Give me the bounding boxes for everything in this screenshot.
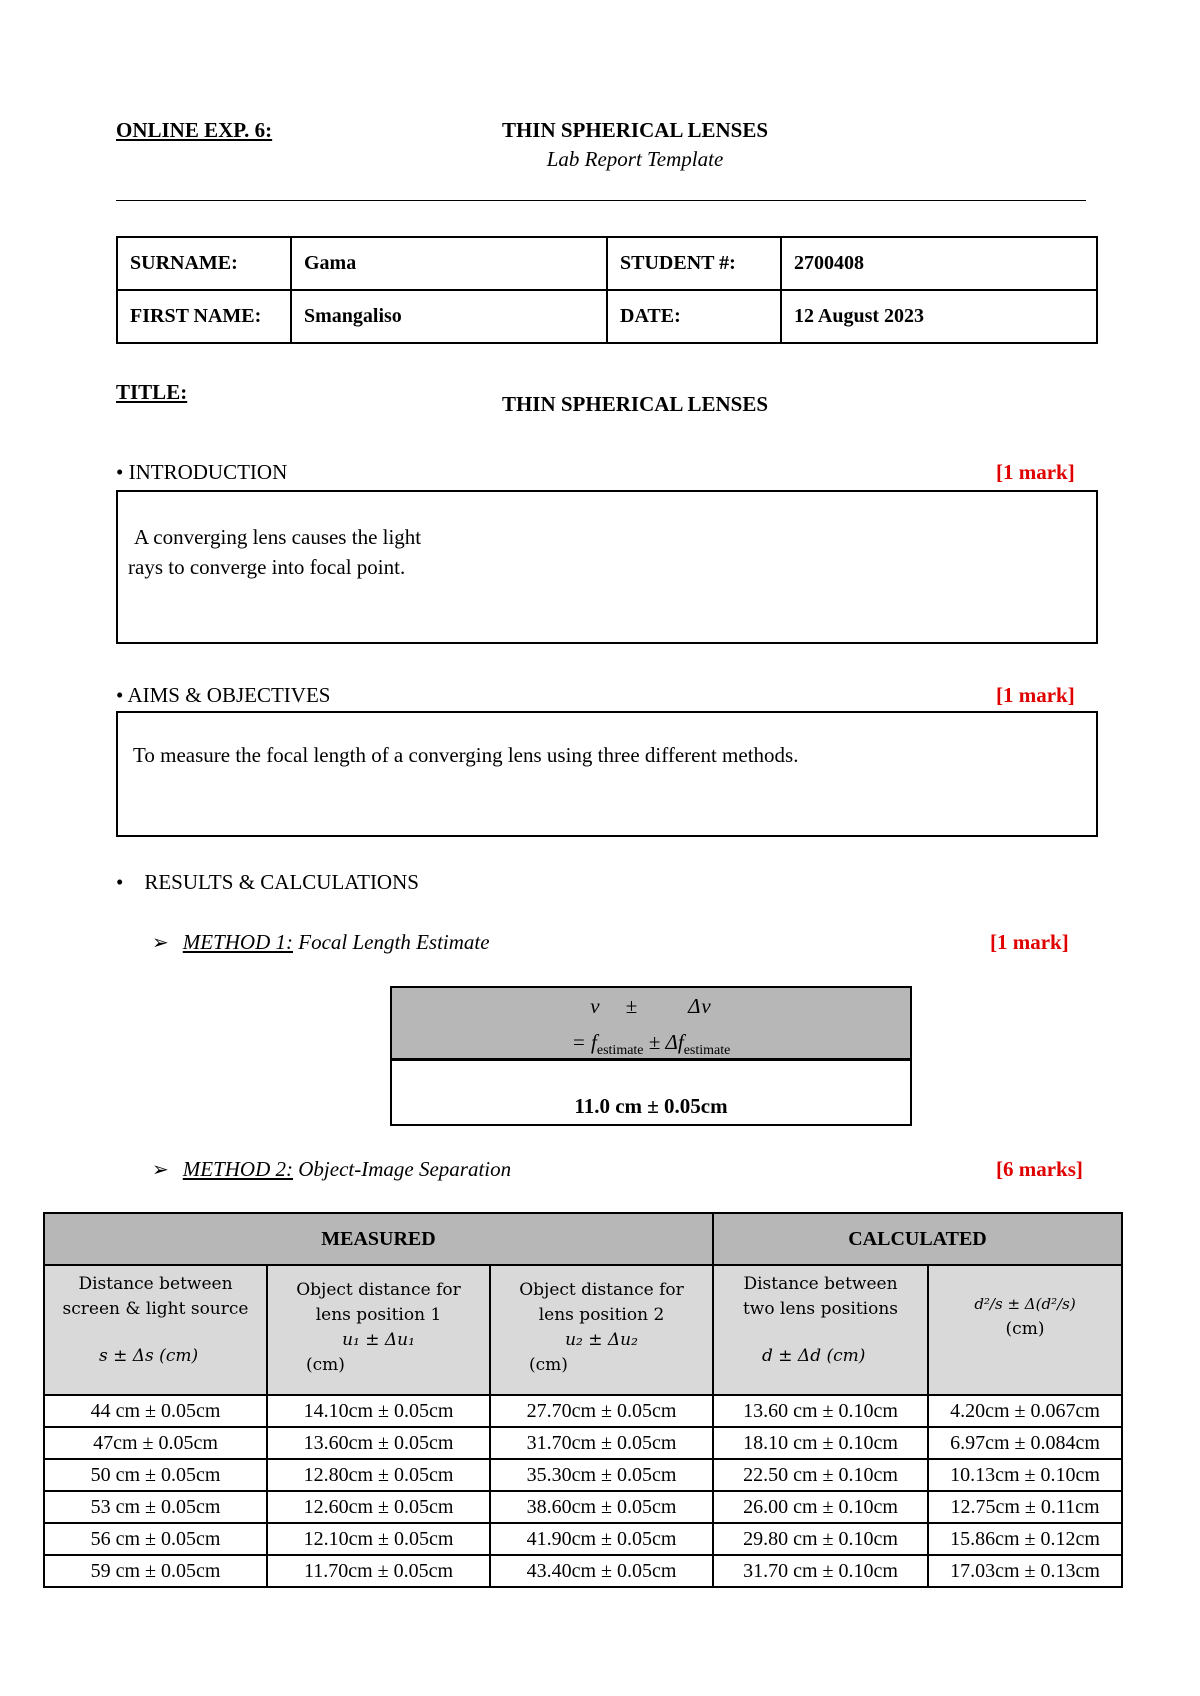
method2-mark: [6 marks] bbox=[996, 1157, 1083, 1181]
calculated-group-header: CALCULATED bbox=[713, 1213, 1122, 1265]
col-header-line: Distance between bbox=[743, 1274, 898, 1294]
student-number-value: 2700408 bbox=[781, 237, 1097, 290]
table-cell: 4.20cm ± 0.067cm bbox=[928, 1395, 1122, 1427]
surname-label: SURNAME: bbox=[117, 237, 291, 290]
table-cell: 59 cm ± 0.05cm bbox=[44, 1555, 267, 1587]
first-name-value: Smangaliso bbox=[291, 290, 607, 343]
student-number-label: STUDENT #: bbox=[607, 237, 781, 290]
table-cell: 10.13cm ± 0.10cm bbox=[928, 1459, 1122, 1491]
table-row bbox=[44, 1491, 1122, 1523]
table-cell: 22.50 cm ± 0.10cm bbox=[713, 1459, 928, 1491]
method1-formula-line-2 bbox=[392, 1030, 910, 1059]
col-header-line: screen & light source bbox=[62, 1299, 249, 1319]
results-heading: • RESULTS & CALCULATIONS bbox=[116, 870, 419, 894]
col-header-symbol: u₁ ± Δu₁ bbox=[342, 1330, 415, 1350]
method1-result-box bbox=[390, 986, 912, 1126]
table-cell: 43.40cm ± 0.05cm bbox=[490, 1555, 713, 1587]
aims-mark: [1 mark] bbox=[996, 683, 1075, 707]
table-cell: 11.70cm ± 0.05cm bbox=[267, 1555, 490, 1587]
col-header-d-squared-over-s bbox=[928, 1265, 1122, 1395]
table-cell: 6.97cm ± 0.084cm bbox=[928, 1427, 1122, 1459]
table-row bbox=[44, 1395, 1122, 1427]
col-header-screen-distance bbox=[44, 1265, 267, 1395]
table-cell: 27.70cm ± 0.05cm bbox=[490, 1395, 713, 1427]
method1-formula-header bbox=[392, 988, 910, 1061]
table-cell: 41.90cm ± 0.05cm bbox=[490, 1523, 713, 1555]
aims-heading: • AIMS & OBJECTIVES bbox=[116, 683, 331, 707]
table-cell: 12.60cm ± 0.05cm bbox=[267, 1491, 490, 1523]
table-cell: 14.10cm ± 0.05cm bbox=[267, 1395, 490, 1427]
method2-table-body bbox=[44, 1395, 1122, 1587]
col-header-symbol: d ± Δd (cm) bbox=[762, 1346, 866, 1366]
col-header-symbol: u₂ ± Δu₂ bbox=[565, 1330, 638, 1350]
method1-mark: [1 mark] bbox=[990, 930, 1069, 954]
method2-label: METHOD 2: bbox=[182, 1157, 294, 1181]
date-label: DATE: bbox=[607, 290, 781, 343]
table-cell: 12.80cm ± 0.05cm bbox=[267, 1459, 490, 1491]
table-cell: 47cm ± 0.05cm bbox=[44, 1427, 267, 1459]
method1-heading bbox=[152, 930, 490, 955]
header-divider bbox=[116, 200, 1086, 201]
col-header-unit: (cm) bbox=[1005, 1319, 1045, 1339]
table-cell: 44 cm ± 0.05cm bbox=[44, 1395, 267, 1427]
col-header-object-distance-1 bbox=[267, 1265, 490, 1395]
formula-subscript-1: estimate bbox=[596, 1043, 644, 1059]
method1-formula-line-1: v ± Δv bbox=[590, 994, 712, 1018]
document-title: THIN SPHERICAL LENSES bbox=[501, 118, 769, 142]
table-cell: 18.10 cm ± 0.10cm bbox=[713, 1427, 928, 1459]
measured-group-header: MEASURED bbox=[44, 1213, 713, 1265]
method1-result-value: 11.0 cm ± 0.05cm bbox=[574, 1094, 728, 1118]
col-header-line: Distance between bbox=[78, 1274, 233, 1294]
title-value: THIN SPHERICAL LENSES bbox=[501, 392, 769, 416]
table-cell: 35.30cm ± 0.05cm bbox=[490, 1459, 713, 1491]
arrow-bullet-icon: ➢ bbox=[152, 1159, 169, 1181]
document-subtitle: Lab Report Template bbox=[546, 147, 724, 171]
introduction-line-1: A converging lens causes the light bbox=[134, 525, 422, 549]
table-cell: 38.60cm ± 0.05cm bbox=[490, 1491, 713, 1523]
table-cell: 15.86cm ± 0.12cm bbox=[928, 1523, 1122, 1555]
introduction-heading: • INTRODUCTION bbox=[116, 460, 288, 484]
method2-heading bbox=[152, 1157, 511, 1182]
method1-title: Focal Length Estimate bbox=[293, 930, 490, 954]
table-cell: 29.80 cm ± 0.10cm bbox=[713, 1523, 928, 1555]
col-header-line: lens position 2 bbox=[538, 1305, 665, 1325]
table-cell: 12.75cm ± 0.11cm bbox=[928, 1491, 1122, 1523]
formula-delta-f: ± Δf bbox=[643, 1030, 684, 1054]
table-cell: 31.70cm ± 0.05cm bbox=[490, 1427, 713, 1459]
table-cell: 31.70 cm ± 0.10cm bbox=[713, 1555, 928, 1587]
aims-text: To measure the focal length of a converging lens using three different methods. bbox=[133, 743, 799, 767]
col-header-unit: (cm) bbox=[306, 1355, 345, 1375]
date-value: 12 August 2023 bbox=[781, 290, 1097, 343]
col-header-line: Object distance for bbox=[296, 1280, 461, 1300]
surname-value: Gama bbox=[291, 237, 607, 290]
table-row bbox=[44, 1459, 1122, 1491]
table-cell: 56 cm ± 0.05cm bbox=[44, 1523, 267, 1555]
student-info-table bbox=[116, 236, 1098, 344]
col-header-object-distance-2 bbox=[490, 1265, 713, 1395]
method2-results-table bbox=[43, 1212, 1123, 1588]
formula-f-estimate: = f bbox=[571, 1030, 597, 1054]
table-cell: 17.03cm ± 0.13cm bbox=[928, 1555, 1122, 1587]
title-label: TITLE: bbox=[116, 380, 188, 404]
formula-subscript-2: estimate bbox=[683, 1043, 731, 1059]
table-cell: 50 cm ± 0.05cm bbox=[44, 1459, 267, 1491]
col-header-symbol: d²/s ± Δ(d²/s) bbox=[974, 1295, 1076, 1313]
table-cell: 26.00 cm ± 0.10cm bbox=[713, 1491, 928, 1523]
experiment-label: ONLINE EXP. 6: bbox=[116, 118, 273, 142]
table-row bbox=[44, 1523, 1122, 1555]
col-header-line: lens position 1 bbox=[315, 1305, 442, 1325]
first-name-label: FIRST NAME: bbox=[117, 290, 291, 343]
col-header-lens-separation bbox=[713, 1265, 928, 1395]
col-header-line: two lens positions bbox=[742, 1299, 899, 1319]
introduction-text bbox=[128, 522, 421, 582]
col-header-unit: (cm) bbox=[529, 1355, 568, 1375]
introduction-mark: [1 mark] bbox=[996, 460, 1075, 484]
table-cell: 13.60 cm ± 0.10cm bbox=[713, 1395, 928, 1427]
method1-label: METHOD 1: bbox=[182, 930, 294, 954]
table-row bbox=[44, 1555, 1122, 1587]
table-cell: 13.60cm ± 0.05cm bbox=[267, 1427, 490, 1459]
table-cell: 53 cm ± 0.05cm bbox=[44, 1491, 267, 1523]
col-header-line: Object distance for bbox=[519, 1280, 684, 1300]
arrow-bullet-icon: ➢ bbox=[152, 932, 169, 954]
introduction-line-2: rays to converge into focal point. bbox=[128, 555, 406, 579]
table-row bbox=[44, 1427, 1122, 1459]
table-cell: 12.10cm ± 0.05cm bbox=[267, 1523, 490, 1555]
aims-box bbox=[116, 711, 1098, 837]
method2-title: Object-Image Separation bbox=[293, 1157, 512, 1181]
col-header-symbol: s ± Δs (cm) bbox=[99, 1346, 199, 1366]
